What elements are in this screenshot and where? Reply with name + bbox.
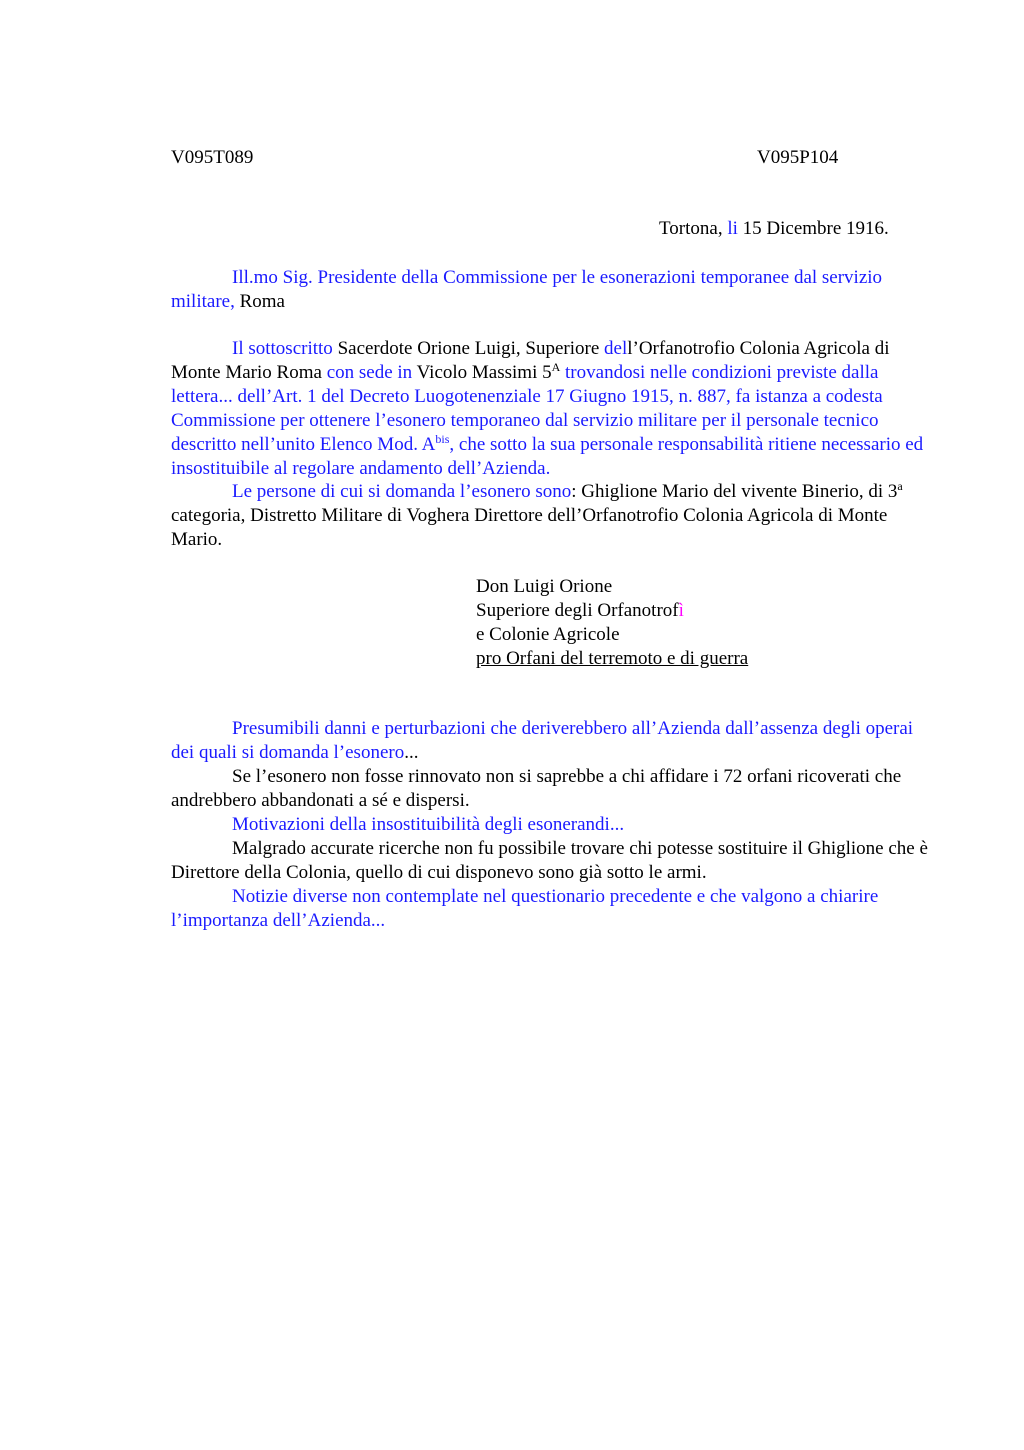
- addressee-paragraph: [171, 266, 931, 314]
- question-irreplaceability: Motivazioni della insostituibilità degli esonerandi...: [232, 814, 625, 835]
- request-text-2: Sacerdote Orione Luigi, Superiore: [332, 338, 605, 359]
- persons-superscript-a: a: [897, 479, 903, 493]
- signature-title: [476, 599, 748, 623]
- request-text-8: trovandosi nelle condizioni previste dalla lettera... dell’Art. 1 del Decreto Luogotenenziale 17 Giugno 1915, n. 887, fa istanza a codesta Commissione per ottenere l’esonero temporaneo dal servizio militare per il personale tecnico descritto nell’unito Elenco Mod. A: [171, 362, 883, 455]
- question-other-notes: Notizie diverse non contemplate nel questionario precedente e che valgono a chiarire l’importanza dell’Azienda...: [171, 886, 879, 931]
- dateline: [659, 217, 889, 241]
- request-text-4: l’Orfanotrofio Colonia Agricola di Monte Mario Roma: [171, 338, 890, 383]
- signature-colonies: e Colonie Agricole: [476, 624, 620, 645]
- request-text-6: Vicolo Massimi 5: [412, 362, 552, 383]
- answer-irreplaceability: Malgrado accurate ricerche non fu possibile trovare chi potesse sostituire il Ghiglione che è Direttore della Colonia, quello di cui disponevo sono già sotto le armi.: [171, 838, 928, 883]
- right-reference-code: V095P104: [757, 147, 839, 168]
- dateline-place: Tortona,: [659, 218, 728, 239]
- persons-text-1: Le persone di cui si domanda l’esonero sono: [232, 481, 572, 502]
- persons-text-2: : Ghiglione Mario del vivente Binerio, di 3: [571, 481, 898, 502]
- request-text-3: del: [604, 338, 628, 359]
- dateline-date: 15 Dicembre 1916.: [737, 218, 889, 239]
- left-reference-code: V095T089: [171, 147, 254, 168]
- question-damages-text: Presumibili danni e perturbazioni che deriverebbero all’Azienda dall’assenza degli operai dei quali si domanda l’esonero: [171, 718, 914, 763]
- request-text-10: , che sotto la sua personale responsabilità ritiene necessario ed insostituibile al regolare andamento dell’Azienda.: [171, 434, 924, 479]
- persons-paragraph: [171, 480, 931, 552]
- addressee-text: Ill.mo Sig. Presidente della Commissione per le esonerazioni temporanee dal servizio militare,: [171, 267, 883, 312]
- signature-mission: pro Orfani del terremoto e di guerra: [476, 648, 749, 669]
- question-damages-ellipsis: ...: [404, 742, 419, 763]
- addressee-city: Roma: [234, 291, 285, 312]
- request-superscript-bis: bis: [435, 432, 450, 446]
- signature-title-accent: ì: [678, 600, 684, 621]
- answer-damages: Se l’esonero non fosse rinnovato non si saprebbe a chi affidare i 72 orfani ricoverati che andrebbero abbandonati a sé e dispersi.: [171, 766, 902, 811]
- request-paragraph: [171, 337, 931, 481]
- dateline-li: li: [727, 218, 738, 239]
- request-text-1: Il sottoscritto: [232, 338, 333, 359]
- question-damages: [171, 717, 931, 765]
- signature-title-main: Superiore degli Orfanotrof: [476, 600, 679, 621]
- request-text-5: con sede in: [326, 362, 413, 383]
- request-superscript-a: A: [551, 360, 561, 374]
- persons-text-4: categoria, Distretto Militare di Voghera Direttore dell’Orfanotrofio Colonia Agricola di Monte Mario.: [171, 505, 888, 550]
- questionnaire-section: [171, 717, 931, 933]
- signature-name: Don Luigi Orione: [476, 576, 613, 597]
- signature-block: [476, 575, 748, 671]
